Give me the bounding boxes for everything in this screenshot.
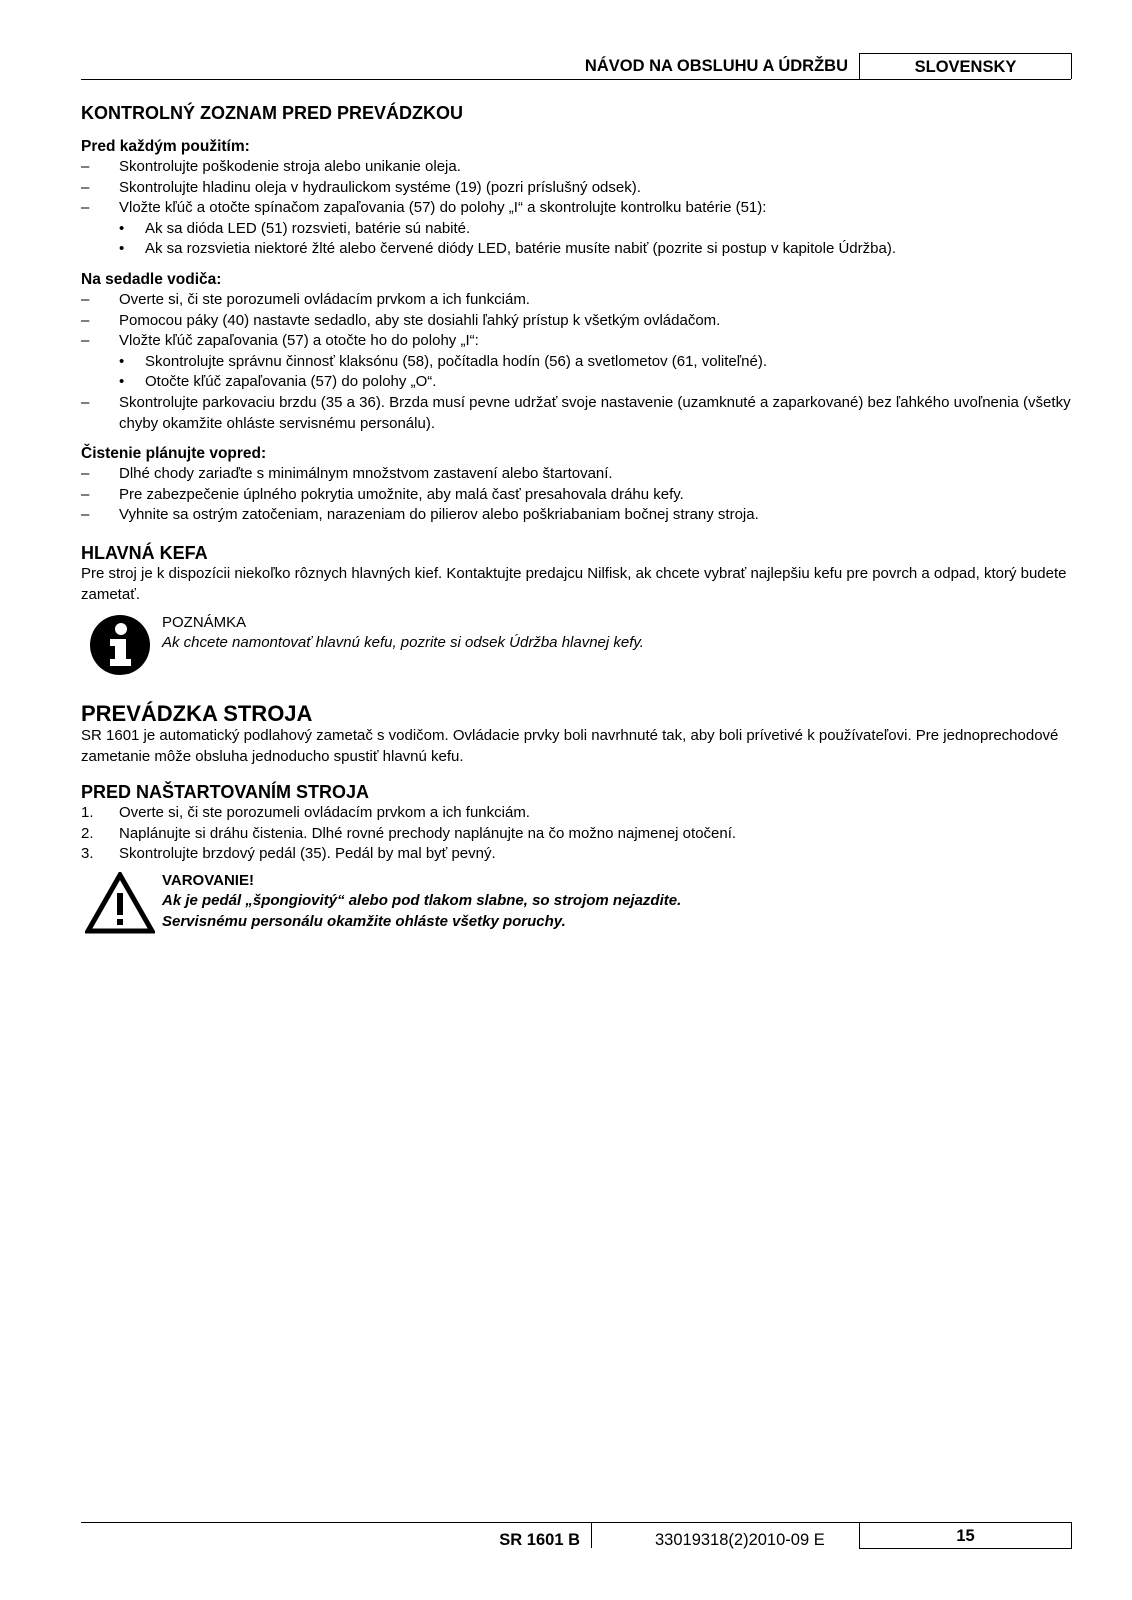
before-start-list xyxy=(81,803,1071,865)
note-box xyxy=(81,609,1071,687)
list-item: – Vyhnite sa ostrým zatočeniam, narazeniam do pilierov alebo poškriabaniam bočnej strany stroja. xyxy=(81,506,759,524)
list-subitem: • Otočte kľúč zapaľovania (57) do polohy „O“. xyxy=(119,373,437,391)
list-item: – Dlhé chody zariaďte s minimálnym množstvom zastavení alebo štartovaní. xyxy=(81,465,613,483)
list-item: – Skontrolujte poškodenie stroja alebo unikanie oleja. xyxy=(81,158,461,175)
main-brush-heading: HLAVNÁ KEFA xyxy=(81,542,208,563)
operation-text: SR 1601 je automatický podlahový zametač s vodičom. Ovládacie prvky boli navrhnuté tak, aby boli prívetivé k používateľovi. Pre jednoprechodové zametanie môže obsluha jednoducho spustiť hlavnú kefu. xyxy=(81,727,1059,765)
header-title: NÁVOD NA OBSLUHU A ÚDRŽBU xyxy=(584,57,848,75)
driver-seat-heading: Na sedadle vodiča: xyxy=(81,270,222,288)
before-start-heading: PRED NAŠTARTOVANÍM STROJA xyxy=(81,782,370,803)
info-icon xyxy=(89,614,151,676)
driver-seat-list xyxy=(81,290,1071,352)
list-item: – Overte si, či ste porozumeli ovládacím prvkom a ich funkciám. xyxy=(81,290,530,308)
warning-line: Servisnému personálu okamžite ohláste všetky poruchy. xyxy=(162,912,566,930)
driver-seat-sublist xyxy=(81,352,1071,393)
header-language: SLOVENSKY xyxy=(859,53,1072,79)
planning-heading: Čistenie plánujte vopred: xyxy=(81,445,267,463)
main-brush-text: Pre stroj je k dispozícii niekoľko rôznych hlavných kief. Kontaktujte predajcu Nilfisk, ak chcete vybrať najlepšiu kefu pre povrch a odpad, ktorý budete zametať. xyxy=(81,564,1067,603)
footer-separator xyxy=(591,1522,592,1548)
warning-label: VAROVANIE! xyxy=(162,872,254,890)
list-item: – Vložte kľúč zapaľovania (57) a otočte ho do polohy „I“: xyxy=(81,332,479,350)
footer-model: SR 1601 B xyxy=(499,1531,580,1549)
warning-line: Ak je pedál „špongiovitý“ alebo pod tlakom slabne, so strojom nejazdite. xyxy=(162,892,682,910)
footer-doc-number: 33019318(2)2010-09 E xyxy=(655,1531,825,1549)
before-each-use-list xyxy=(81,157,1071,219)
warning-box xyxy=(81,869,1071,949)
note-text: Ak chcete namontovať hlavnú kefu, pozrite si odsek Údržba hlavnej kefy. xyxy=(162,634,644,652)
list-item: – Skontrolujte hladinu oleja v hydraulickom systéme (19) (pozri príslušný odsek). xyxy=(81,178,641,196)
list-item: – Pomocou páky (40) nastavte sedadlo, aby ste dosiahli ľahký prístup k všetkým ovládačom. xyxy=(81,311,721,329)
footer-page-number: 15 xyxy=(859,1522,1072,1549)
list-subitem: • Ak sa rozsvietia niektoré žlté alebo červené diódy LED, batérie musíte nabiť (pozrite si postup v kapitole Údržba). xyxy=(119,240,896,258)
before-each-use-sublist xyxy=(81,219,1071,260)
header-rule xyxy=(81,79,1071,80)
list-item: – Pre zabezpečenie úplného pokrytia umožnite, aby malá časť presahovala dráhu kefy. xyxy=(81,485,684,503)
driver-seat-list-b xyxy=(81,393,1071,434)
numbered-item: 3. Skontrolujte brzdový pedál (35). Pedál by mal byť pevný. xyxy=(81,845,496,863)
list-item: – Skontrolujte parkovaciu brzdu (35 a 36). Brzda musí pevne udržať svoje nastavenie (uzamknuté a zaparkované) bez ľahkého uvoľnenia (všetky chyby okamžite ohláste servisnému personálu). xyxy=(81,393,1071,432)
list-subitem: • Skontrolujte správnu činnosť klaksónu (58), počítadla hodín (56) a svetlometov (61, voliteľné). xyxy=(119,352,767,370)
numbered-item: 2. Naplánujte si dráhu čistenia. Dlhé rovné prechody naplánujte na čo možno najmenej otočení. xyxy=(81,824,737,842)
before-each-use-heading: Pred každým použitím: xyxy=(81,138,250,155)
page-content xyxy=(81,102,1071,949)
note-label: POZNÁMKA xyxy=(162,614,247,632)
operation-heading: PREVÁDZKA STROJA xyxy=(81,701,313,727)
planning-list xyxy=(81,464,1071,526)
numbered-item: 1. Overte si, či ste porozumeli ovládacím prvkom a ich funkciám. xyxy=(81,804,530,822)
list-item: – Vložte kľúč a otočte spínačom zapaľovania (57) do polohy „I“ a skontrolujte kontrolku batérie (51): xyxy=(81,199,767,217)
list-subitem: • Ak sa dióda LED (51) rozsvieti, batérie sú nabité. xyxy=(119,219,471,237)
warning-triangle-icon xyxy=(85,872,155,934)
checklist-heading: KONTROLNÝ ZOZNAM PRED PREVÁDZKOU xyxy=(81,103,463,123)
